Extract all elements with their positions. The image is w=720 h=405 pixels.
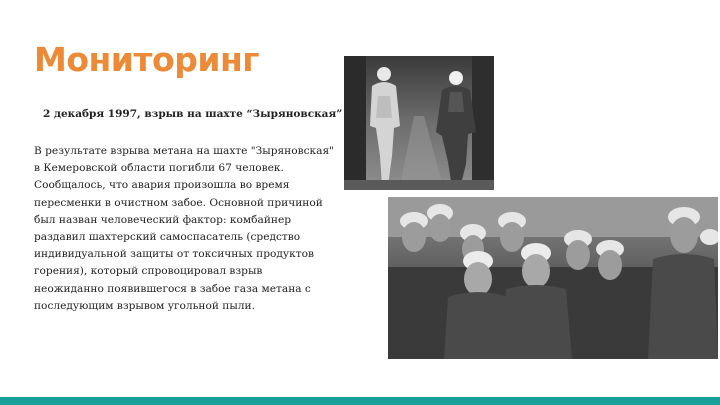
slide-title: Мониторинг (34, 40, 260, 79)
slide-subtitle: 2 декабря 1997, взрыв на шахте “Зыряновская” (43, 108, 343, 120)
slide-body-text: В результате взрыва метана на шахте "Зыряновская" в Кемеровской области погибли 67 человек. Сообщалось, что авария произошла во время пересменки в очистном забое. Основной причиной был назван человеческий фактор: комбайнер раздавил шахтерский самоспасатель (средство индивидуальной защиты от токсичных продуктов горения), который спровоцировал взрыв неожиданно появившегося в забое газа метана с последующим взрывом угольной пыли. (34, 145, 334, 312)
bottom-accent-bar (0, 397, 720, 405)
miners-tunnel-photo (344, 56, 494, 190)
miners-group-photo (388, 197, 718, 359)
